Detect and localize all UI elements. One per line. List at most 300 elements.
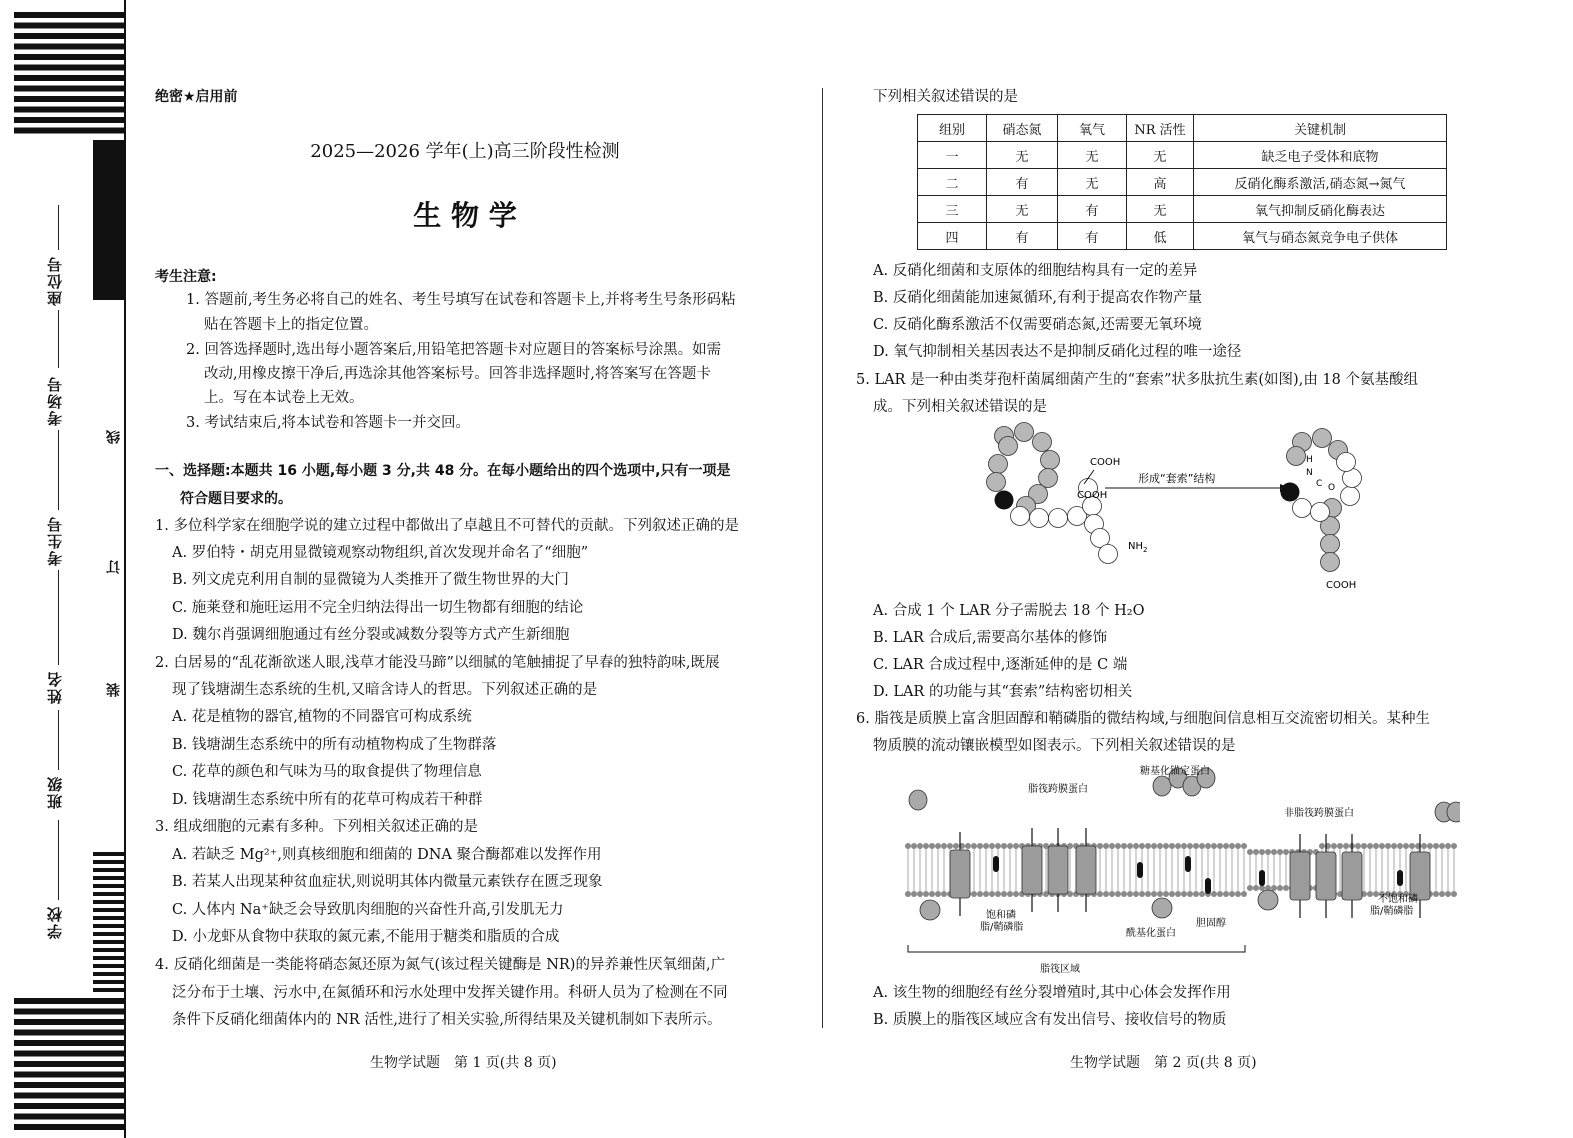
lipid-head xyxy=(1241,843,1247,849)
lipid-head xyxy=(1133,843,1139,849)
lipid-head xyxy=(1001,891,1007,897)
barcode-stripe xyxy=(14,65,126,71)
amino-acid-grey xyxy=(1039,469,1058,488)
barcode-stripe xyxy=(93,980,126,984)
table-header-cell: NR 活性 xyxy=(1127,115,1194,142)
barcode-stripe xyxy=(93,876,126,880)
transmembrane-protein xyxy=(1022,846,1042,894)
cholesterol xyxy=(1185,856,1191,872)
lipid-head xyxy=(1109,891,1115,897)
q3-option-c: C. 人体内 Na⁺缺乏会导致肌肉细胞的兴奋性升高,引发肌无力 xyxy=(172,902,564,918)
lipid-head xyxy=(911,843,917,849)
barcode-stripe xyxy=(14,12,126,18)
lipid-head xyxy=(1277,849,1283,855)
notice-line-2: 贴在答题卡上的指定位置。 xyxy=(204,317,378,333)
lipid-head xyxy=(1163,891,1169,897)
transmembrane-protein xyxy=(1316,852,1336,900)
lipid-head xyxy=(1229,891,1235,897)
lipid-head xyxy=(983,843,989,849)
lipid-head xyxy=(1169,843,1175,849)
lipid-head xyxy=(1433,891,1439,897)
cholesterol xyxy=(1259,870,1265,886)
lipid-head xyxy=(971,891,977,897)
lipid-head xyxy=(929,843,935,849)
q4-option-b: B. 反硝化细菌能加速氮循环,有利于提高农作物产量 xyxy=(873,290,1202,306)
class-label: 班级 xyxy=(46,775,64,809)
section-heading-1: 一、选择题:本题共 16 小题,每小题 3 分,共 48 分。在每小题给出的四个选项中,只有一项是 xyxy=(155,463,731,479)
lipid-head xyxy=(965,843,971,849)
footer-page-2: 生物学试题 第 2 页(共 8 页) xyxy=(1070,1055,1257,1071)
notice-line-6: 3. 考试结束后,将本试卷和答题卡一并交回。 xyxy=(186,415,471,431)
lipid-head xyxy=(935,843,941,849)
table-cell: 反硝化酶系激活,硝态氮→氮气 xyxy=(1194,169,1447,196)
cut-mark-pack: 装 xyxy=(106,683,122,697)
table-header-cell: 组别 xyxy=(918,115,987,142)
column-divider xyxy=(822,88,823,1028)
barcode-stripe xyxy=(14,86,126,92)
lipid-head xyxy=(1265,849,1271,855)
table-cell: 四 xyxy=(918,223,987,250)
lipid-head xyxy=(917,843,923,849)
lipid-head xyxy=(1175,843,1181,849)
lipid-head xyxy=(1103,843,1109,849)
lipid-head xyxy=(1271,849,1277,855)
barcode-stripe xyxy=(93,868,126,872)
amino-acid-white xyxy=(1337,453,1356,472)
lipid-head xyxy=(1007,891,1013,897)
lipid-head xyxy=(1439,843,1445,849)
amino-acid-grey xyxy=(1033,433,1052,452)
lipid-head xyxy=(947,843,953,849)
lipid-head xyxy=(923,891,929,897)
lipid-head xyxy=(923,843,929,849)
label-saturated-2: 脂/鞘磷脂 xyxy=(980,922,1024,933)
cooh-label-outer: COOH xyxy=(1090,457,1121,468)
acylated-protein xyxy=(1152,898,1172,918)
table-cell: 有 xyxy=(1058,223,1127,250)
o-label: O xyxy=(1328,483,1336,493)
lasso-peptide xyxy=(1281,429,1362,572)
table-header-cell: 硝态氮 xyxy=(987,115,1058,142)
barcode-stripe xyxy=(14,1082,126,1088)
amino-acid-white xyxy=(1341,487,1360,506)
table-cell: 低 xyxy=(1127,223,1194,250)
lipid-head xyxy=(995,843,1001,849)
lar-lasso-figure xyxy=(980,420,1380,600)
lipid-head xyxy=(1127,843,1133,849)
lipid-bilayer xyxy=(905,843,1457,897)
lipid-head xyxy=(1133,891,1139,897)
lipid-head xyxy=(1157,843,1163,849)
amino-acid-white xyxy=(1049,509,1068,528)
lipid-head xyxy=(1097,891,1103,897)
q5-stem-2: 成。下列相关叙述错误的是 xyxy=(873,399,1047,415)
lipid-head xyxy=(941,891,947,897)
lipid-head xyxy=(1235,843,1241,849)
barcode-stripe xyxy=(93,852,126,856)
lipid-head xyxy=(1199,843,1205,849)
lipid-head xyxy=(1241,891,1247,897)
notice-title: 考生注意: xyxy=(155,269,217,285)
lipid-head xyxy=(1283,885,1289,891)
amino-acid-grey xyxy=(1321,535,1340,554)
section-heading-2: 符合题目要求的。 xyxy=(180,491,292,507)
barcode-stripe xyxy=(14,33,126,39)
q1-option-a: A. 罗伯特・胡克用显微镜观察动物组织,首次发现并命名了“细胞” xyxy=(172,545,589,561)
lipid-head xyxy=(1103,891,1109,897)
q4-line-1: 4. 反硝化细菌是一类能将硝态氮还原为氮气(该过程关键酶是 NR)的异养兼性厌氧细菌,广 xyxy=(155,957,726,973)
barcode-stripe xyxy=(93,972,126,976)
lipid-head xyxy=(1253,885,1259,891)
lipid-head xyxy=(1403,843,1409,849)
label-cholesterol: 胆固醇 xyxy=(1196,918,1226,929)
q1-stem: 1. 多位科学家在细胞学说的建立过程中都做出了卓越且不可替代的贡献。下列叙述正确的是 xyxy=(155,518,739,534)
label-unsaturated-2: 脂/鞘磷脂 xyxy=(1370,906,1414,917)
q5-stem-1: 5. LAR 是一种由类芽孢杆菌属细菌产生的“套索”状多肽抗生素(如图),由 18 个氨基酸组 xyxy=(856,372,1418,388)
q4-option-d: D. 氧气抑制相关基因表达不是抑制反硝化过程的唯一途径 xyxy=(873,344,1242,360)
table-cell: 缺乏电子受体和底物 xyxy=(1194,142,1447,169)
q3-option-b: B. 若某人出现某种贫血症状,则说明其体内微量元素铁存在匮乏现象 xyxy=(172,874,603,890)
lipid-head xyxy=(1181,843,1187,849)
nh2-label xyxy=(1128,541,1147,554)
label-saturated-1: 饱和磷 xyxy=(986,910,1016,921)
acylated-protein xyxy=(1258,890,1278,910)
table-header-row xyxy=(918,115,1447,142)
table-row xyxy=(918,142,1447,169)
barcode-stripe xyxy=(14,107,126,113)
q4-line-2: 泛分布于土壤、污水中,在氮循环和污水处理中发挥关键作用。科研人员为了检测在不同 xyxy=(172,985,728,1001)
lipid-head xyxy=(1235,891,1241,897)
lipid-head xyxy=(1187,891,1193,897)
lipid-head xyxy=(1145,891,1151,897)
barcode-stripe xyxy=(14,1114,126,1120)
table-row xyxy=(918,223,1447,250)
amino-acid-white xyxy=(1030,509,1049,528)
table-cell: 氧气与硝态氮竞争电子供体 xyxy=(1194,223,1447,250)
lipid-head xyxy=(1223,891,1229,897)
q2-stem-1: 2. 白居易的“乱花渐欲迷人眼,浅草才能没马蹄”以细腻的笔触捕捉了早春的独特韵味,既展 xyxy=(155,655,720,671)
lipid-head xyxy=(905,891,911,897)
barcode-stripe xyxy=(14,1093,126,1099)
barcode-stripe xyxy=(93,948,126,952)
lipid-head xyxy=(1247,849,1253,855)
amino-acid-grey xyxy=(999,437,1018,456)
table-cell: 有 xyxy=(987,223,1058,250)
lipid-head xyxy=(1175,891,1181,897)
notice-line-5: 上。写在本试卷上无效。 xyxy=(204,390,364,406)
lipid-head xyxy=(941,843,947,849)
lipid-head xyxy=(977,843,983,849)
lipid-head xyxy=(1367,891,1373,897)
table-cell: 一 xyxy=(918,142,987,169)
barcode-stripe xyxy=(14,117,126,123)
barcode-stripe xyxy=(93,940,126,944)
lipid-head xyxy=(1223,843,1229,849)
anchored-protein xyxy=(1153,776,1171,796)
lipid-head xyxy=(983,891,989,897)
barcode-stripe xyxy=(14,54,126,60)
barcode-stripe xyxy=(93,860,126,864)
cholesterol xyxy=(1397,870,1403,886)
barcode-stripe xyxy=(14,44,126,50)
notice-line-3: 2. 回答选择题时,选出每小题答案后,用铅笔把答题卡对应题目的答案标号涂黑。如需 xyxy=(186,342,722,358)
lipid-head xyxy=(1205,843,1211,849)
lipid-head xyxy=(1007,843,1013,849)
lipid-head xyxy=(1433,843,1439,849)
barcode-stripe xyxy=(14,23,126,29)
lipid-head xyxy=(1199,891,1205,897)
lipid-head xyxy=(1379,843,1385,849)
table-row xyxy=(918,196,1447,223)
label-unsaturated-1: 不饱和磷 xyxy=(1378,894,1418,905)
lipid-head xyxy=(911,891,917,897)
q1-option-c: C. 施莱登和施旺运用不完全归纳法得出一切生物都有细胞的结论 xyxy=(172,600,584,616)
lipid-head xyxy=(1211,843,1217,849)
cut-mark-line: 线 xyxy=(106,430,122,444)
lipid-head xyxy=(1139,843,1145,849)
lipid-head xyxy=(1229,843,1235,849)
table-cell: 有 xyxy=(1058,196,1127,223)
amino-acid-grey xyxy=(1015,423,1034,442)
table-cell: 有 xyxy=(987,169,1058,196)
q2-option-d: D. 钱塘湖生态系统中所有的花草可构成若干种群 xyxy=(172,792,483,808)
q4-stem-continued: 下列相关叙述错误的是 xyxy=(873,89,1018,105)
lipid-head xyxy=(989,891,995,897)
barcode-stripe xyxy=(14,75,126,81)
q2-stem-2: 现了钱塘湖生态系统的生机,又暗含诗人的哲思。下列叙述正确的是 xyxy=(172,682,598,698)
cholesterol xyxy=(993,856,999,872)
amino-acid-white xyxy=(1311,503,1330,522)
lipid-head xyxy=(1193,891,1199,897)
lipid-head xyxy=(1385,843,1391,849)
lipid-head xyxy=(935,891,941,897)
table-cell: 无 xyxy=(1058,169,1127,196)
q6-stem-1: 6. 脂筏是质膜上富含胆固醇和鞘磷脂的微结构域,与细胞间信息相互交流密切相关。某种生 xyxy=(856,711,1431,727)
c-label: C xyxy=(1316,479,1323,489)
lipid-head xyxy=(1277,885,1283,891)
barcode-stripe xyxy=(93,924,126,928)
label-nonraft-transmembrane: 非脂筏跨膜蛋白 xyxy=(1284,808,1354,819)
lipid-head xyxy=(1151,891,1157,897)
label-raft-transmembrane: 脂筏跨膜蛋白 xyxy=(1028,784,1088,795)
barcode-stripe xyxy=(14,128,126,134)
exam-id-label: 考生号 xyxy=(46,515,64,566)
lipid-head xyxy=(995,891,1001,897)
cholesterol xyxy=(1137,862,1143,878)
lipid-head xyxy=(1253,849,1259,855)
table-cell: 三 xyxy=(918,196,987,223)
barcode-stripe xyxy=(14,1051,126,1057)
barcode-stripe xyxy=(93,908,126,912)
h-label: H xyxy=(1306,455,1313,465)
transmembrane-protein xyxy=(1048,846,1068,894)
lipid-head xyxy=(1115,891,1121,897)
lipid-head xyxy=(1283,849,1289,855)
lipid-head xyxy=(1367,843,1373,849)
lipid-head xyxy=(971,843,977,849)
amino-acid-white xyxy=(1293,499,1312,518)
lipid-head xyxy=(1163,843,1169,849)
q3-stem: 3. 组成细胞的元素有多种。下列相关叙述正确的是 xyxy=(155,819,478,835)
q6-option-a: A. 该生物的细胞经有丝分裂增殖时,其中心体会发挥作用 xyxy=(873,985,1231,1001)
lipid-head xyxy=(1127,891,1133,897)
barcode-stripe xyxy=(14,1009,126,1015)
q4-option-c: C. 反硝化酶系激活不仅需要硝态氮,还需要无氧环境 xyxy=(873,317,1202,333)
barcode-stripe xyxy=(14,1103,126,1109)
table-cell: 无 xyxy=(1058,142,1127,169)
seat-number-label: 座位号 xyxy=(46,255,64,306)
notice-line-4: 改动,用橡皮擦干净后,再选涂其他答案标号。回答非选择题时,将答案写在答题卡 xyxy=(204,366,711,382)
q4-line-3: 条件下反硝化细菌体内的 NR 活性,进行了相关实验,所得结果及关键机制如下表所示。 xyxy=(172,1012,722,1028)
table-cell: 二 xyxy=(918,169,987,196)
lipid-head xyxy=(1343,843,1349,849)
barcode-stripe xyxy=(93,900,126,904)
lipid-head xyxy=(1217,891,1223,897)
table-cell: 高 xyxy=(1127,169,1194,196)
lipid-head xyxy=(1397,843,1403,849)
q1-option-b: B. 列文虎克利用自制的显微镜为人类推开了微生物世界的大门 xyxy=(172,572,569,588)
lipid-head xyxy=(1187,843,1193,849)
cholesterol xyxy=(1205,878,1211,894)
barcode-stripe xyxy=(14,1061,126,1067)
lipid-head xyxy=(953,843,959,849)
arrow-label: 形成“套索”结构 xyxy=(1138,472,1216,485)
lipid-head xyxy=(1391,843,1397,849)
lipid-head xyxy=(1439,891,1445,897)
lipid-head xyxy=(1013,843,1019,849)
q2-option-b: B. 钱塘湖生态系统中的所有动植物构成了生物群落 xyxy=(172,737,497,753)
table-cell: 无 xyxy=(987,142,1058,169)
amino-acid-grey xyxy=(1321,553,1340,572)
lipid-head xyxy=(1409,843,1415,849)
lipid-head xyxy=(1145,843,1151,849)
lipid-head xyxy=(1013,891,1019,897)
lipid-head xyxy=(1451,843,1457,849)
lipid-head xyxy=(1139,891,1145,897)
transmembrane-protein xyxy=(1076,846,1096,894)
q5-option-a: A. 合成 1 个 LAR 分子需脱去 18 个 H₂O xyxy=(873,603,1145,619)
q2-option-a: A. 花是植物的器官,植物的不同器官可构成系统 xyxy=(172,709,472,725)
lipid-head xyxy=(1355,843,1361,849)
lipid-head xyxy=(1001,843,1007,849)
lipid-head xyxy=(1259,849,1265,855)
lipid-head xyxy=(1151,843,1157,849)
footer-page-1: 生物学试题 第 1 页(共 8 页) xyxy=(370,1055,557,1071)
q3-option-d: D. 小龙虾从食物中获取的氮元素,不能用于糖类和脂质的合成 xyxy=(172,929,560,945)
lipid-head xyxy=(1247,885,1253,891)
lipid-head xyxy=(1121,891,1127,897)
q3-option-a: A. 若缺乏 Mg²⁺,则真核细胞和细菌的 DNA 聚合酶都难以发挥作用 xyxy=(172,847,602,863)
cooh-label-inner: COOH xyxy=(1077,490,1108,501)
lipid-head xyxy=(1445,891,1451,897)
transmembrane-protein xyxy=(950,850,970,898)
q6-option-b: B. 质膜上的脂筏区域应含有发出信号、接收信号的物质 xyxy=(873,1012,1227,1028)
lipid-head xyxy=(1337,843,1343,849)
transmembrane-protein xyxy=(1290,852,1310,900)
barcode-stripe xyxy=(14,96,126,102)
barcode-stripe xyxy=(93,884,126,888)
lipid-head xyxy=(1361,843,1367,849)
q5-option-c: C. LAR 合成过程中,逐渐延伸的是 C 端 xyxy=(873,657,1128,673)
q5-option-d: D. LAR 的功能与其“套索”结构密切相关 xyxy=(873,684,1133,700)
lipid-head xyxy=(989,843,995,849)
q2-option-c: C. 花草的颜色和气味为马的取食提供了物理信息 xyxy=(172,764,482,780)
q4-result-table xyxy=(917,114,1447,250)
table-row xyxy=(918,169,1447,196)
lipid-head xyxy=(1217,843,1223,849)
subject-title: 生 物 学 xyxy=(413,199,517,232)
n-label: N xyxy=(1306,468,1313,478)
amino-acid-grey xyxy=(989,455,1008,474)
lipid-head xyxy=(1097,843,1103,849)
lipid-head xyxy=(1181,891,1187,897)
lipid-head xyxy=(1109,843,1115,849)
amino-acid-white xyxy=(1099,545,1118,564)
q6-stem-2: 物质膜的流动镶嵌模型如图表示。下列相关叙述错误的是 xyxy=(873,738,1236,754)
exam-room-label: 考场号 xyxy=(46,375,64,426)
barcode-stripe xyxy=(14,998,126,1004)
barcode-stripe xyxy=(93,988,126,992)
lipid-head xyxy=(929,891,935,897)
amino-acid-white xyxy=(1011,507,1030,526)
membrane-figure xyxy=(900,760,1460,980)
nh2-sub: 2 xyxy=(1143,546,1148,554)
table-cell: 无 xyxy=(1127,142,1194,169)
secret-label: 绝密★启用前 xyxy=(155,89,238,105)
lipid-head xyxy=(1451,891,1457,897)
lipid-head xyxy=(1427,843,1433,849)
amino-acid-grey xyxy=(1313,429,1332,448)
lipid-head xyxy=(1271,885,1277,891)
barcode-stripe xyxy=(14,1040,126,1046)
label-acylated: 酰基化蛋白 xyxy=(1126,928,1176,939)
barcode-stripe xyxy=(14,1030,126,1036)
table-cell: 无 xyxy=(987,196,1058,223)
barcode-stripe xyxy=(93,932,126,936)
name-label: 姓名 xyxy=(46,670,64,704)
q4-option-a: A. 反硝化细菌和支原体的细胞结构具有一定的差异 xyxy=(873,263,1198,279)
label-raft-region: 脂筏区域 xyxy=(1040,964,1080,975)
notice-line-1: 1. 答题前,考生务必将自己的姓名、考生号填写在试卷和答题卡上,并将考生号条形码粘 xyxy=(186,292,736,308)
table-header-cell: 氧气 xyxy=(1058,115,1127,142)
cut-mark-bind: 订 xyxy=(106,560,122,574)
lipid-head xyxy=(1121,843,1127,849)
table-cell: 无 xyxy=(1127,196,1194,223)
school-label: 学校 xyxy=(46,905,64,939)
cooh-label-lasso: COOH xyxy=(1326,580,1357,591)
lipid-head xyxy=(1169,891,1175,897)
table-header-cell: 关键机制 xyxy=(1194,115,1447,142)
barcode-stripe xyxy=(14,1072,126,1078)
nh2-main: NH xyxy=(1128,541,1143,552)
label-glyco-anchored: 糖基化锚定蛋白 xyxy=(1140,766,1210,777)
lipid-head xyxy=(1193,843,1199,849)
lipid-head xyxy=(1373,843,1379,849)
exam-title: 2025—2026 学年(上)高三阶段性检测 xyxy=(310,141,620,162)
transmembrane-protein xyxy=(1342,852,1362,900)
lipid-head xyxy=(1421,843,1427,849)
amino-acid-grey xyxy=(987,473,1006,492)
raft-region-bracket xyxy=(908,945,1245,952)
barcode-stripe xyxy=(93,916,126,920)
lipid-head xyxy=(977,891,983,897)
lipid-head xyxy=(905,843,911,849)
amino-acid-grey xyxy=(1287,447,1306,466)
lipid-head xyxy=(1445,843,1451,849)
barcode-stripe xyxy=(93,956,126,960)
barcode-stripe xyxy=(93,964,126,968)
lipid-head xyxy=(1211,891,1217,897)
